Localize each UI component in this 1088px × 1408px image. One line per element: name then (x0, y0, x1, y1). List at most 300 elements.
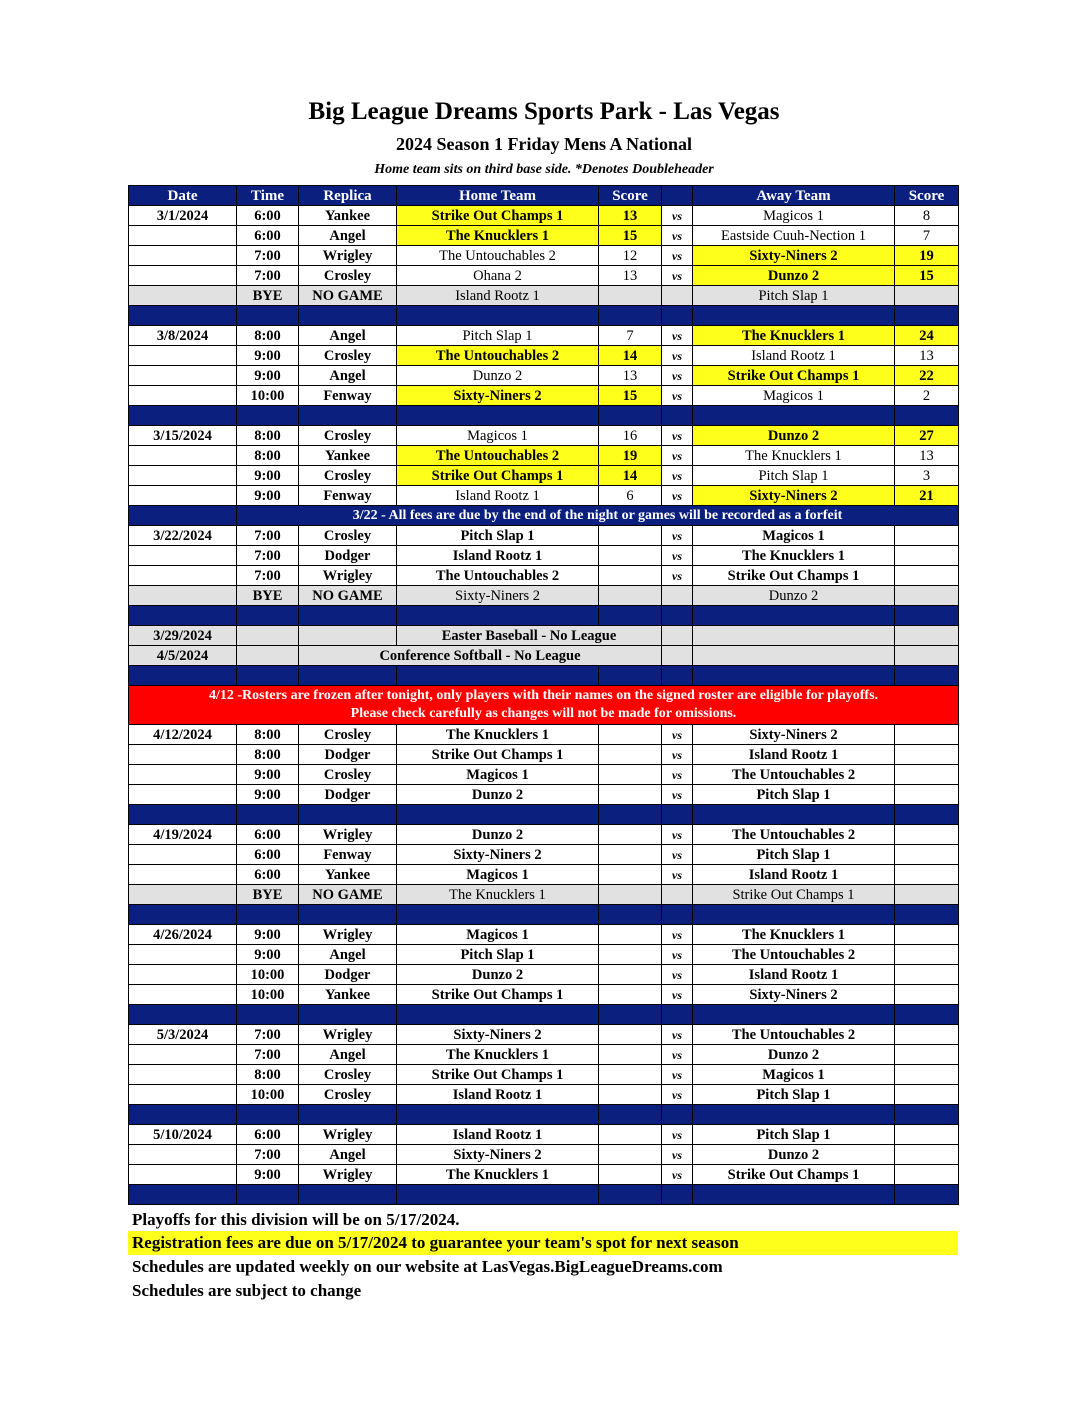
bye-home-score-empty (599, 586, 662, 606)
away-team: The Untouchables 2 (693, 1025, 895, 1045)
game-time: 8:00 (237, 326, 299, 346)
roster-alert-line2: Please check carefully as changes will not be made for omissions. (350, 706, 737, 721)
page-title: Big League Dreams Sports Park - Las Vegas (308, 98, 780, 125)
game-date: 3/8/2024 (129, 326, 237, 346)
game-row (129, 466, 959, 486)
game-field: Crosley (299, 346, 397, 366)
home-team: Magicos 1 (397, 426, 599, 446)
game-row (129, 1085, 959, 1105)
bye-home-score-empty (599, 286, 662, 306)
vs-label: vs (662, 985, 693, 1005)
away-team: Dunzo 2 (693, 1145, 895, 1165)
game-time: 10:00 (237, 965, 299, 985)
game-row (129, 985, 959, 1005)
game-field: Crosley (299, 1085, 397, 1105)
away-score (895, 925, 959, 945)
bye-away-team: Strike Out Champs 1 (693, 885, 895, 905)
home-score (599, 566, 662, 586)
game-time: 10:00 (237, 1085, 299, 1105)
bye-away-score-empty (895, 586, 959, 606)
game-row (129, 366, 959, 386)
game-field: Crosley (299, 526, 397, 546)
no-league-time-empty (237, 646, 299, 666)
separator-cell (895, 606, 959, 626)
no-league-time-empty (237, 626, 299, 646)
away-score (895, 785, 959, 805)
separator-cell (895, 306, 959, 326)
game-time: 6:00 (237, 865, 299, 885)
game-time: 9:00 (237, 945, 299, 965)
vs-label: vs (662, 1085, 693, 1105)
home-team: The Untouchables 2 (397, 346, 599, 366)
game-field: Crosley (299, 466, 397, 486)
game-row (129, 566, 959, 586)
game-row (129, 1165, 959, 1185)
home-score (599, 785, 662, 805)
game-field: Yankee (299, 865, 397, 885)
week-separator (129, 606, 959, 626)
game-date (129, 1145, 237, 1165)
home-team: The Knucklers 1 (397, 725, 599, 745)
separator-cell (599, 905, 662, 925)
away-team: Magicos 1 (693, 526, 895, 546)
separator-cell (693, 306, 895, 326)
separator-cell (237, 805, 299, 825)
home-team: Strike Out Champs 1 (397, 745, 599, 765)
separator-cell (237, 905, 299, 925)
game-field: Wrigley (299, 1125, 397, 1145)
home-score (599, 825, 662, 845)
away-score: 8 (895, 206, 959, 226)
home-score (599, 1065, 662, 1085)
away-score: 2 (895, 386, 959, 406)
game-field: Crosley (299, 765, 397, 785)
away-score: 13 (895, 446, 959, 466)
away-team: The Knucklers 1 (693, 326, 895, 346)
home-team: Pitch Slap 1 (397, 526, 599, 546)
game-field: Yankee (299, 446, 397, 466)
game-field: Dodger (299, 745, 397, 765)
game-date (129, 765, 237, 785)
game-time: 7:00 (237, 266, 299, 286)
away-team: Eastside Cuuh-Nection 1 (693, 226, 895, 246)
game-date: 5/3/2024 (129, 1025, 237, 1045)
notice-row (129, 506, 959, 526)
separator-cell (299, 306, 397, 326)
home-team: Dunzo 2 (397, 965, 599, 985)
separator-cell (895, 666, 959, 686)
separator-cell (662, 1185, 693, 1205)
week-separator (129, 306, 959, 326)
away-team: Sixty-Niners 2 (693, 725, 895, 745)
vs-label: vs (662, 266, 693, 286)
game-time: 6:00 (237, 825, 299, 845)
game-date (129, 1045, 237, 1065)
vs-label: vs (662, 1045, 693, 1065)
separator-cell (299, 1005, 397, 1025)
away-team: Pitch Slap 1 (693, 785, 895, 805)
game-field: Wrigley (299, 925, 397, 945)
separator-cell (299, 666, 397, 686)
game-date (129, 266, 237, 286)
game-field: Wrigley (299, 1165, 397, 1185)
home-team: Sixty-Niners 2 (397, 1145, 599, 1165)
game-row (129, 925, 959, 945)
away-team: Dunzo 2 (693, 1045, 895, 1065)
game-time: 8:00 (237, 1065, 299, 1085)
vs-label: vs (662, 326, 693, 346)
header-date: Date (129, 186, 237, 206)
bye-row (129, 586, 959, 606)
vs-label: vs (662, 206, 693, 226)
game-field: Angel (299, 1145, 397, 1165)
separator-cell (237, 1185, 299, 1205)
bye-label: BYE (237, 885, 299, 905)
game-field: Fenway (299, 486, 397, 506)
header-replica: Replica (299, 186, 397, 206)
game-date (129, 865, 237, 885)
game-date (129, 386, 237, 406)
away-score (895, 825, 959, 845)
separator-cell (599, 406, 662, 426)
separator-cell (895, 1185, 959, 1205)
game-field: Dodger (299, 546, 397, 566)
game-time: 10:00 (237, 985, 299, 1005)
home-team: The Untouchables 2 (397, 246, 599, 266)
game-time: 9:00 (237, 466, 299, 486)
game-time: 7:00 (237, 1025, 299, 1045)
game-date (129, 366, 237, 386)
vs-label: vs (662, 1125, 693, 1145)
no-league-away-empty (693, 646, 895, 666)
away-score (895, 1125, 959, 1145)
game-date: 4/19/2024 (129, 825, 237, 845)
away-team: The Knucklers 1 (693, 546, 895, 566)
bye-label: BYE (237, 286, 299, 306)
separator-cell (599, 1105, 662, 1125)
home-team: Sixty-Niners 2 (397, 1025, 599, 1045)
separator-cell (599, 306, 662, 326)
bye-away-score-empty (895, 286, 959, 306)
game-row (129, 1045, 959, 1065)
game-date (129, 745, 237, 765)
separator-cell (129, 805, 237, 825)
no-league-date: 4/5/2024 (129, 646, 237, 666)
away-team: The Untouchables 2 (693, 945, 895, 965)
bye-vs-empty (662, 885, 693, 905)
home-score (599, 765, 662, 785)
home-team: The Knucklers 1 (397, 1045, 599, 1065)
game-date: 3/15/2024 (129, 426, 237, 446)
away-score: 22 (895, 366, 959, 386)
away-team: Island Rootz 1 (693, 745, 895, 765)
separator-cell (599, 1005, 662, 1025)
home-score: 19 (599, 446, 662, 466)
game-field: Dodger (299, 785, 397, 805)
home-score: 13 (599, 266, 662, 286)
no-league-score-empty (895, 646, 959, 666)
home-score: 14 (599, 346, 662, 366)
game-date: 3/1/2024 (129, 206, 237, 226)
no-league-vs-empty (662, 626, 693, 646)
game-time: 9:00 (237, 765, 299, 785)
bye-date-empty (129, 885, 237, 905)
separator-cell (299, 1105, 397, 1125)
week-separator (129, 1005, 959, 1025)
roster-alert-row (129, 686, 959, 725)
vs-label: vs (662, 1165, 693, 1185)
game-row (129, 546, 959, 566)
game-row (129, 426, 959, 446)
separator-cell (397, 905, 599, 925)
bye-date-empty (129, 586, 237, 606)
vs-label: vs (662, 845, 693, 865)
vs-label: vs (662, 945, 693, 965)
separator-cell (693, 406, 895, 426)
game-row (129, 446, 959, 466)
game-row (129, 865, 959, 885)
home-team: Ohana 2 (397, 266, 599, 286)
bye-row (129, 286, 959, 306)
away-team: Pitch Slap 1 (693, 1125, 895, 1145)
vs-label: vs (662, 446, 693, 466)
away-score (895, 865, 959, 885)
table-header-row (129, 186, 959, 206)
change-note: Schedules are subject to change (132, 1281, 362, 1300)
game-date (129, 1165, 237, 1185)
notice-date-empty (129, 506, 237, 526)
game-date (129, 1065, 237, 1085)
game-date (129, 486, 237, 506)
game-field: Wrigley (299, 825, 397, 845)
bye-away-team: Pitch Slap 1 (693, 286, 895, 306)
separator-cell (693, 1185, 895, 1205)
separator-cell (895, 905, 959, 925)
vs-label: vs (662, 1025, 693, 1045)
home-team: Magicos 1 (397, 865, 599, 885)
vs-label: vs (662, 865, 693, 885)
separator-cell (237, 406, 299, 426)
home-score (599, 865, 662, 885)
home-score (599, 725, 662, 745)
game-date (129, 785, 237, 805)
bye-home-team: Sixty-Niners 2 (397, 586, 599, 606)
separator-cell (895, 1005, 959, 1025)
game-time: 6:00 (237, 206, 299, 226)
website-note: Schedules are updated weekly on our website at LasVegas.BigLeagueDreams.com (132, 1257, 723, 1276)
game-time: 8:00 (237, 745, 299, 765)
game-time: 7:00 (237, 246, 299, 266)
game-row (129, 1065, 959, 1085)
roster-alert-line1: 4/12 -Rosters are frozen after tonight, only players with their names on the signed roster are eligible for playoffs. (208, 688, 879, 703)
away-team: Pitch Slap 1 (693, 466, 895, 486)
separator-cell (662, 406, 693, 426)
game-date: 4/12/2024 (129, 725, 237, 745)
game-row (129, 1125, 959, 1145)
game-time: 6:00 (237, 1125, 299, 1145)
vs-label: vs (662, 1145, 693, 1165)
game-date (129, 346, 237, 366)
game-row (129, 945, 959, 965)
home-score: 7 (599, 326, 662, 346)
home-team: Sixty-Niners 2 (397, 386, 599, 406)
game-time: 9:00 (237, 1165, 299, 1185)
no-league-text: Conference Softball - No League (299, 646, 662, 666)
game-field: Dodger (299, 965, 397, 985)
home-score (599, 745, 662, 765)
vs-label: vs (662, 246, 693, 266)
home-score (599, 546, 662, 566)
separator-cell (397, 805, 599, 825)
bye-away-team: Dunzo 2 (693, 586, 895, 606)
separator-cell (129, 606, 237, 626)
separator-cell (662, 606, 693, 626)
away-team: Magicos 1 (693, 206, 895, 226)
separator-cell (895, 805, 959, 825)
bye-home-score-empty (599, 885, 662, 905)
game-date (129, 965, 237, 985)
game-field: Angel (299, 945, 397, 965)
game-field: Angel (299, 326, 397, 346)
week-separator (129, 805, 959, 825)
home-score: 15 (599, 386, 662, 406)
game-row (129, 845, 959, 865)
game-field: Wrigley (299, 566, 397, 586)
away-score (895, 845, 959, 865)
game-time: 9:00 (237, 366, 299, 386)
separator-cell (693, 666, 895, 686)
vs-label: vs (662, 785, 693, 805)
game-date (129, 1085, 237, 1105)
away-team: Sixty-Niners 2 (693, 246, 895, 266)
game-field: Crosley (299, 426, 397, 446)
header-home-team: Home Team (397, 186, 599, 206)
home-team: Strike Out Champs 1 (397, 206, 599, 226)
week-separator (129, 1185, 959, 1205)
game-time: 8:00 (237, 426, 299, 446)
away-team: Pitch Slap 1 (693, 1085, 895, 1105)
home-score (599, 965, 662, 985)
game-row (129, 725, 959, 745)
vs-label: vs (662, 725, 693, 745)
separator-cell (397, 606, 599, 626)
game-time: 8:00 (237, 725, 299, 745)
game-row (129, 785, 959, 805)
separator-cell (693, 1105, 895, 1125)
away-score (895, 546, 959, 566)
game-time: 6:00 (237, 845, 299, 865)
vs-label: vs (662, 386, 693, 406)
separator-cell (237, 1005, 299, 1025)
game-field: Crosley (299, 266, 397, 286)
roster-alert-cell (129, 686, 959, 725)
home-score (599, 1085, 662, 1105)
separator-cell (693, 905, 895, 925)
home-team: The Untouchables 2 (397, 446, 599, 466)
away-score (895, 1145, 959, 1165)
game-time: 9:00 (237, 925, 299, 945)
separator-cell (299, 905, 397, 925)
game-time: 7:00 (237, 566, 299, 586)
away-score (895, 745, 959, 765)
home-team: Island Rootz 1 (397, 486, 599, 506)
game-row (129, 266, 959, 286)
home-score: 14 (599, 466, 662, 486)
no-game-label: NO GAME (299, 885, 397, 905)
playoffs-note: Playoffs for this division will be on 5/17/2024. (132, 1210, 460, 1229)
vs-label: vs (662, 426, 693, 446)
home-team: Dunzo 2 (397, 785, 599, 805)
game-row (129, 765, 959, 785)
away-score (895, 945, 959, 965)
home-team: The Knucklers 1 (397, 226, 599, 246)
game-time: 7:00 (237, 546, 299, 566)
home-team: Island Rootz 1 (397, 1125, 599, 1145)
separator-cell (599, 1185, 662, 1205)
home-score (599, 1165, 662, 1185)
no-league-text: Easter Baseball - No League (397, 626, 662, 646)
game-time: 8:00 (237, 446, 299, 466)
game-date (129, 466, 237, 486)
game-field: Angel (299, 366, 397, 386)
game-row (129, 526, 959, 546)
home-score (599, 526, 662, 546)
away-team: Dunzo 2 (693, 266, 895, 286)
game-row (129, 965, 959, 985)
home-team: Dunzo 2 (397, 366, 599, 386)
separator-cell (397, 666, 599, 686)
separator-cell (599, 666, 662, 686)
away-team: Strike Out Champs 1 (693, 566, 895, 586)
home-score: 15 (599, 226, 662, 246)
home-team-note: Home team sits on third base side. *Denotes Doubleheader (374, 162, 714, 177)
home-team: Magicos 1 (397, 765, 599, 785)
vs-label: vs (662, 825, 693, 845)
header-home-score: Score (599, 186, 662, 206)
separator-cell (693, 606, 895, 626)
home-team: Magicos 1 (397, 925, 599, 945)
header-away-team: Away Team (693, 186, 895, 206)
game-field: Yankee (299, 985, 397, 1005)
game-field: Crosley (299, 1065, 397, 1085)
away-score (895, 725, 959, 745)
home-score (599, 845, 662, 865)
game-row (129, 326, 959, 346)
away-score (895, 526, 959, 546)
separator-cell (129, 1005, 237, 1025)
bye-date-empty (129, 286, 237, 306)
game-field: Wrigley (299, 246, 397, 266)
home-score (599, 925, 662, 945)
away-score: 3 (895, 466, 959, 486)
home-team: Strike Out Champs 1 (397, 466, 599, 486)
game-row (129, 206, 959, 226)
home-score: 13 (599, 206, 662, 226)
game-date (129, 985, 237, 1005)
home-score: 12 (599, 246, 662, 266)
separator-cell (299, 1185, 397, 1205)
home-score: 16 (599, 426, 662, 446)
game-row (129, 226, 959, 246)
away-score (895, 965, 959, 985)
game-date (129, 546, 237, 566)
season-subtitle: 2024 Season 1 Friday Mens A National (395, 134, 693, 154)
home-score (599, 945, 662, 965)
game-row (129, 825, 959, 845)
separator-cell (895, 406, 959, 426)
bye-vs-empty (662, 586, 693, 606)
game-date (129, 446, 237, 466)
